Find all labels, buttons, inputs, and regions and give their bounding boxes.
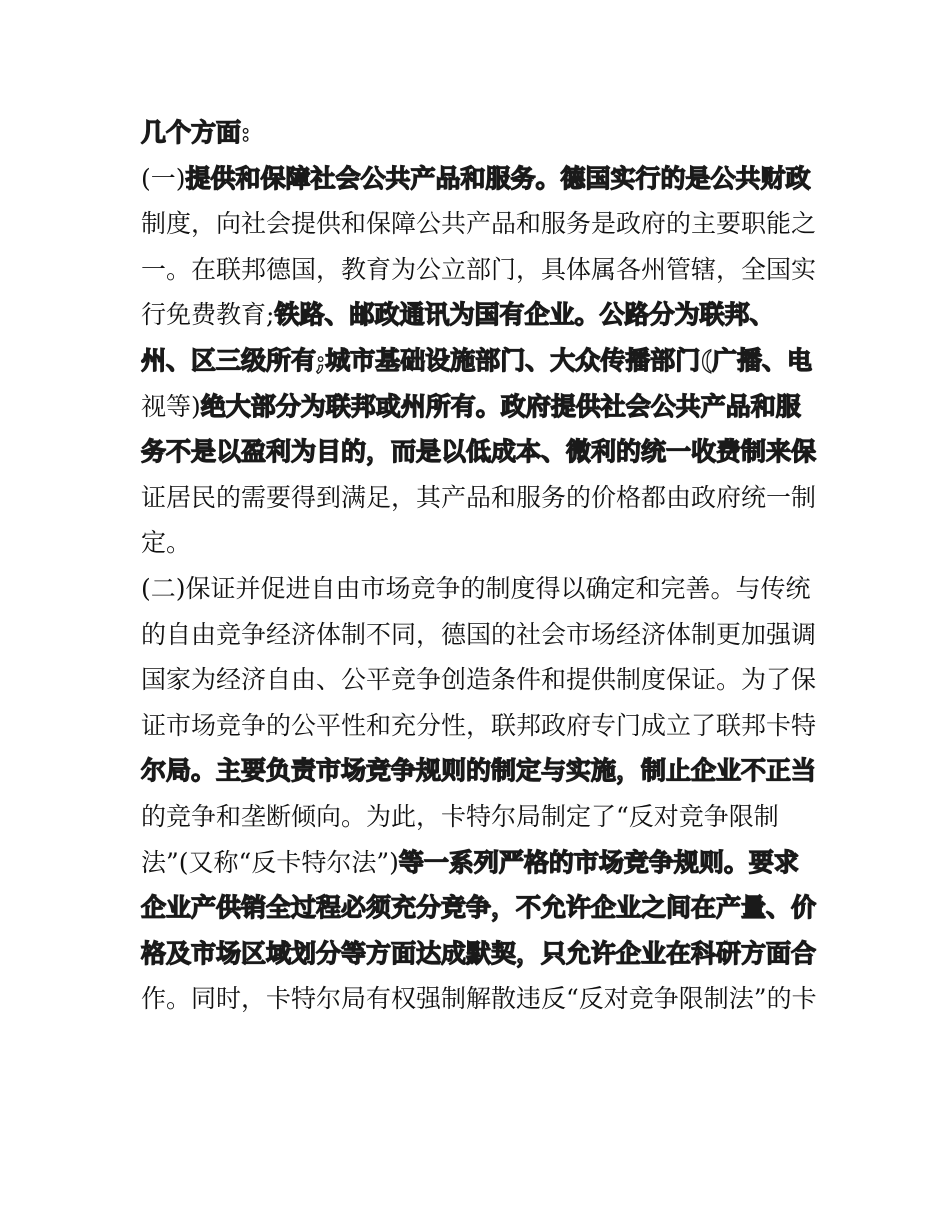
outlined-text-segment: 务不是以盈利为目的，而是以低成本、微利的统一收费制来保 [141,437,817,467]
body-text [141,110,821,1022]
text-line [141,384,821,430]
text-line [141,292,821,338]
text-segment: 国家为经济自由、公平竞争创造条件和提供制度保证。为了保 [141,665,817,695]
outlined-text-segment: 铁路、邮政通讯为国有企业。公路分为联邦、 [274,300,775,330]
text-line [141,201,821,247]
text-line [141,247,821,293]
text-segment: 的竞争和垄断倾向。为此，卡特尔局制定了“反对竞争限制 [141,801,779,831]
outlined-text-segment: 提供和保障社会公共产品和服务。德国实行的是公共财政 [185,163,811,193]
text-segment: 制度，向社会提供和保障公共产品和服务是政府的主要职能之 [141,209,817,239]
text-line [141,794,821,840]
outlined-text-segment: 等一系列严格的市场竞争规则。要求 [398,847,799,877]
text-line [141,657,821,703]
text-line [141,840,821,886]
outlined-text-segment: 企业产供销全过程必须充分竞争，不允许企业之间在产量、价 [141,893,817,923]
outlined-text-segment: 格及市场区域划分等方面达成默契，只允许企业在科研方面合 [141,938,817,968]
text-line [141,110,821,156]
text-segment: 视等) [141,391,201,421]
outlined-text-segment: 绝大部分为联邦或州所有。政府提供社会公共产品和服 [200,391,801,421]
text-line [141,520,821,566]
text-line [141,338,821,384]
text-line [141,703,821,749]
text-line [141,156,821,202]
text-line [141,748,821,794]
text-segment: (二)保证并促进自由市场竞争的制度得以确定和完善。与传统 [141,573,811,603]
text-segment: 证市场竞争的公平性和充分性，联邦政府专门成立了联邦卡特 [141,710,817,740]
text-segment: 定。 [141,528,192,558]
text-segment: 行免费教育; [141,300,275,330]
text-line [141,429,821,475]
text-line [141,475,821,521]
text-line [141,976,821,1022]
outlined-text-segment: 尔局。主要负责市场竞争规则的制定与实施，制止企业不正当 [141,756,817,786]
text-segment: 法”(又称“反卡特尔法”) [141,847,399,877]
outlined-text-segment: 州、区三级所有;城市基础设施部门、大众传播部门(广播、电 [141,345,813,375]
text-segment: 作。同时，卡特尔局有权强制解散违反“反对竞争限制法”的卡 [141,984,817,1014]
text-line [141,612,821,658]
text-line [141,885,821,931]
outlined-text-segment: 几个方面: [141,118,251,147]
text-segment: 的自由竞争经济体制不同，德国的社会市场经济体制更加强调 [141,619,817,649]
text-segment: (一) [141,163,186,193]
text-segment: 一。在联邦德国，教育为公立部门，具体属各州管辖，全国实 [141,254,817,284]
text-line [141,566,821,612]
text-segment: 证居民的需要得到满足，其产品和服务的价格都由政府统一制 [141,482,817,512]
text-line [141,931,821,977]
